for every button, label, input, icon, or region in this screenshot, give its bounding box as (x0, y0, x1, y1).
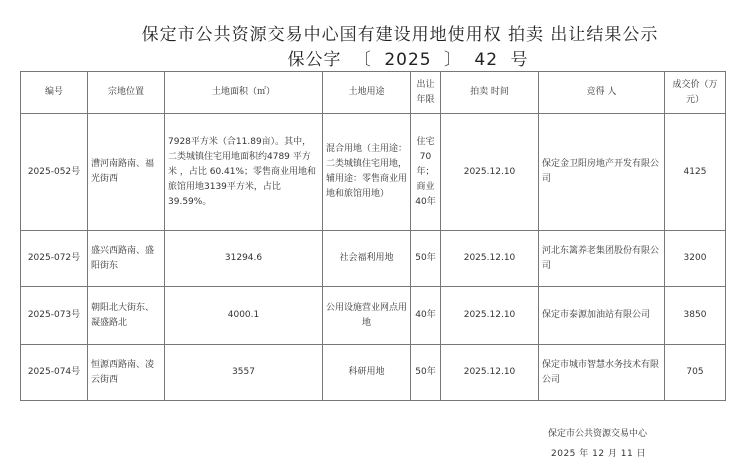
table-header-row (21, 72, 726, 114)
issue-date: 2025 年 12 月 11 日 (551, 449, 647, 459)
col-header-use: 土地用途 (323, 72, 411, 114)
notice-number: 保公字 〔 2025 〕 42 号 (287, 50, 529, 70)
col-header-area: 土地面积（㎡） (165, 72, 323, 114)
cell-use: 社会福利用地 (323, 231, 411, 287)
cell-area: 31294.6 (165, 231, 323, 287)
table-row (21, 114, 726, 231)
cell-area: 4000.1 (165, 287, 323, 345)
cell-use: 公用设施营业网点用地 (323, 287, 411, 345)
cell-id: 2025-052号 (21, 114, 88, 231)
col-header-location: 宗地位置 (88, 72, 165, 114)
cell-term: 50年 (411, 345, 441, 401)
cell-date: 2025.12.10 (441, 287, 539, 345)
cell-winner: 保定市泰源加油站有限公司 (539, 287, 665, 345)
cell-location: 朝阳北大街东、凝盛路北 (88, 287, 165, 345)
cell-winner: 保定金卫阳房地产开发有限公司 (539, 114, 665, 231)
cell-price: 3850 (665, 287, 726, 345)
col-header-winner: 竞得 人 (539, 72, 665, 114)
table-row (21, 345, 726, 401)
col-header-term: 出让年限 (411, 72, 441, 114)
results-table (20, 71, 726, 401)
col-header-price: 成交价（万元） (665, 72, 726, 114)
cell-area: 3557 (165, 345, 323, 401)
cell-date: 2025.12.10 (441, 345, 539, 401)
col-header-id: 编号 (21, 72, 88, 114)
cell-winner: 河北东篱养老集团股份有限公司 (539, 231, 665, 287)
cell-id: 2025-074号 (21, 345, 88, 401)
cell-area: 7928平方米（合11.89亩）。其中，二类城镇住宅用地面积约4789 平方米 ，占比 60.41%；零售商业用地和旅馆用地3139平方米，占比39.59%。 (165, 114, 323, 231)
cell-price: 4125 (665, 114, 726, 231)
table-row (21, 287, 726, 345)
notice-title: 保定市公共资源交易中心国有建设用地使用权 拍卖 出让结果公示 (141, 25, 659, 45)
cell-date: 2025.12.10 (441, 114, 539, 231)
cell-use: 混合用地（主用途：二类城镇住宅用地，辅用途：零售商业用地和旅馆用地） (323, 114, 411, 231)
cell-price: 3200 (665, 231, 726, 287)
cell-term: 50年 (411, 231, 441, 287)
cell-term: 40年 (411, 287, 441, 345)
cell-price: 705 (665, 345, 726, 401)
cell-location: 盛兴西路南、盛阳街东 (88, 231, 165, 287)
cell-location: 漕河南路南、福光街西 (88, 114, 165, 231)
cell-id: 2025-072号 (21, 231, 88, 287)
cell-id: 2025-073号 (21, 287, 88, 345)
issuing-org: 保定市公共资源交易中心 (548, 429, 648, 439)
table-row (21, 231, 726, 287)
cell-location: 恒源西路南、凌云街西 (88, 345, 165, 401)
cell-term: 住宅70年；商业40年 (411, 114, 441, 231)
cell-use: 科研用地 (323, 345, 411, 401)
col-header-date: 拍卖 时间 (441, 72, 539, 114)
cell-date: 2025.12.10 (441, 231, 539, 287)
cell-winner: 保定市城市智慧水务技术有限公司 (539, 345, 665, 401)
